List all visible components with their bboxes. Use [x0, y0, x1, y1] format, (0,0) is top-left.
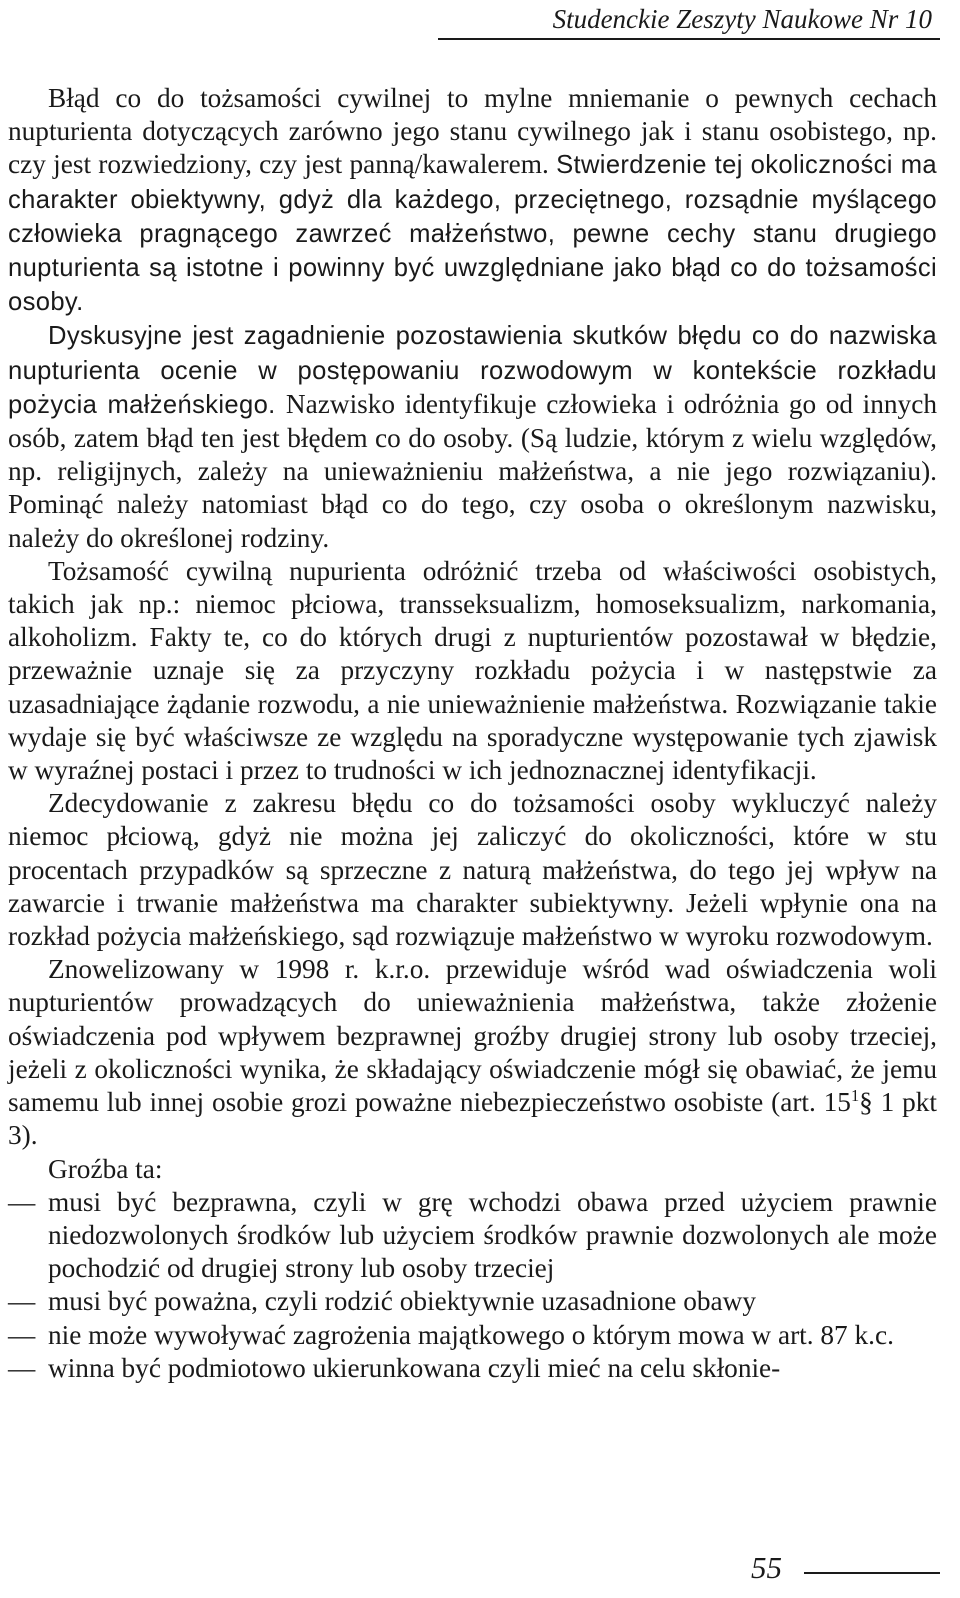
paragraph-2	[8, 319, 937, 554]
list-item	[8, 1352, 937, 1385]
paragraph-4: Zdecydowanie z zakresu błędu co do tożsamości osoby wykluczyć należy niemoc płciową, gdyż nie można jej zaliczyć do okoliczności, które w stu procentach przypadków są sprzeczne z naturą małżeństwa, do tego jej wpływ na zawarcie i trwanie małżeństwa ma charakter subiektywny. Jeżeli wpłynie ona na rozkład pożycia małżeńskiego, sąd rozwiązuje małżeństwo w wyroku rozwodowym.	[8, 788, 937, 952]
paragraph-1	[8, 82, 937, 319]
paragraph-2-sans: Dyskusyjne jest zagadnienie pozostawienia skutków błędu co do nazwiska nupturienta ocenie w postępowaniu rozwodowym w kontekście rozkładu pożycia małżeńskiego.	[8, 322, 937, 419]
paragraph-5-text: Znowelizowany w 1998 r. k.r.o. przewiduje wśród wad oświadczenia woli nupturientów prowadzących do unieważnienia małżeństwa, także złożenie oświadczenia pod wpływem bezprawnej groźby drugiej strony lub osoby trzeciej, jeżeli z okoliczności wynika, że składający oświadczenie mógł się obawiać, że jemu samemu lub innej osobie grozi poważne niebezpieczeństwo osobiste (art. 15	[8, 954, 937, 1118]
running-header: Studenckie Zeszyty Naukowe Nr 10	[552, 4, 932, 34]
paragraph-3: Tożsamość cywilną nupurienta odróżnić trzeba od właściwości osobistych, takich jak np.: niemoc płciowa, transseksualizm, homoseksualizm, narkomania, alkoholizm. Fakty te, co do których drugi z nupturientów pozostawał w błędzie, przeważnie uznaje się za przyczyny rozkładu pożycia i w następstwie za uzasadniające żądanie rozwodu, a nie unieważnienie małżeństwa. Rozwiązanie takie wydaje się być właściwsze ze względu na sporadyczne występowanie tych zjawisk w wyraźnej postaci i przez to trudności w ich jednoznacznej identyfikacji.	[8, 555, 937, 786]
paragraph-5	[8, 953, 937, 1152]
footer-rule	[804, 1572, 940, 1574]
paragraph-5-tail: § 1 pkt 3).	[8, 1087, 937, 1151]
paragraph-1-sans: Stwierdzenie tej okoliczności ma charakter obiektywny, gdyż dla każdego, przeciętnego, rozsądnie myślącego człowieka pragnącego zawrzeć małżeństwo, pewne cechy stanu drugiego nupturienta są istotne i powinny być uwzględniane jako błąd co do tożsamości osoby.	[8, 151, 937, 317]
paragraph-1-serif: Błąd co do tożsamości cywilnej to mylne mniemanie o pewnych cechach nupturienta dotyczących zarówno jego stanu cywilnego jak i stanu osobistego, np. czy jest rozwiedziony, czy jest panną/kawalerem.	[8, 83, 937, 180]
list-item-text: musi być bezprawna, czyli w grę wchodzi obawa przed użyciem prawnie niedozwolonych środków lub użyciem środków prawnie dozwolonych ale może pochodzić od drugiej strony lub osoby trzeciej	[48, 1186, 937, 1284]
dash-list	[8, 1186, 937, 1385]
list-item	[8, 1319, 937, 1352]
paragraph-6: Groźba ta:	[48, 1153, 163, 1184]
dash-marker: —	[8, 1286, 36, 1317]
list-item	[8, 1186, 937, 1286]
list-item	[8, 1285, 937, 1318]
dash-marker: —	[8, 1319, 36, 1350]
list-item-text: nie może wywoływać zagrożenia majątkowego o którym mowa w art. 87 k.c.	[48, 1319, 894, 1350]
paragraph-2-serif: Nazwisko identyfikuje człowieka i odróżnia go od innych osób, zatem błąd ten jest błędem co do osoby. (Są ludzie, którym z wielu względów, np. religijnych, zależy na unieważnieniu małżeństwa, a nie jego rozwiązaniu). Pominąć należy natomiast błąd co do tego, czy osoba o określonym nazwisku, należy do określonej rodziny.	[8, 388, 937, 553]
body-text	[8, 82, 937, 1385]
dash-marker: —	[8, 1186, 36, 1217]
list-item-text: musi być poważna, czyli rodzić obiektywnie uzasadnione obawy	[48, 1286, 756, 1317]
footnote-superscript: 1	[850, 1086, 860, 1106]
list-item-text: winna być podmiotowo ukierunkowana czyli mieć na celu skłonie-	[48, 1352, 781, 1383]
header-rule	[438, 38, 940, 40]
page-number: 55	[751, 1550, 782, 1585]
dash-marker: —	[8, 1352, 36, 1383]
